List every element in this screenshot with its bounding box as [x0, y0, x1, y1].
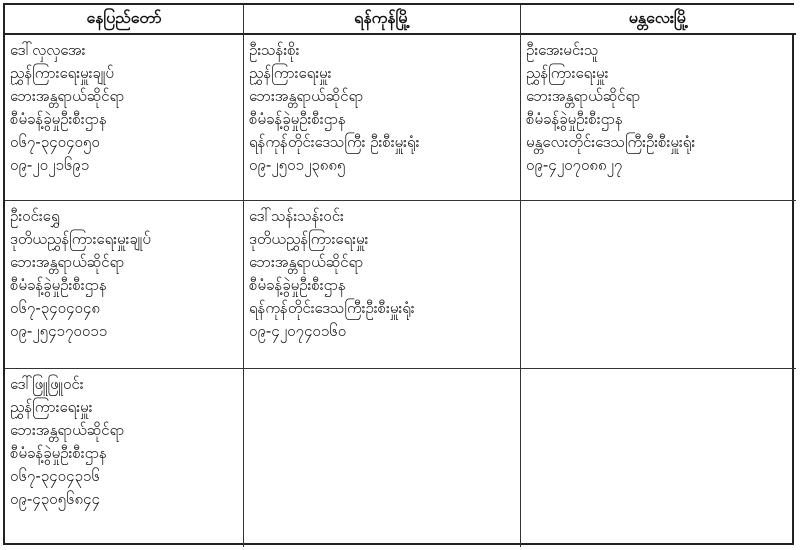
contact-title: ညွှန်ကြားရေးမှူး	[249, 64, 332, 82]
contact-title: ဒုတိယညွှန်ကြားရေးမှူး	[249, 230, 369, 248]
contact-org: ဘေးအန္တရာယ်ဆိုင်ရာ	[526, 87, 641, 105]
empty-cell	[521, 369, 796, 547]
contact-mobile: ၀၉-၂၀၂၁၆၉၁	[10, 156, 90, 174]
contact-dept: စီမံခန့်ခွဲမှုဦးစီးဌာန	[249, 110, 346, 128]
contact-name: ဒေါ်လှလှအေး	[10, 41, 86, 59]
contact-phone: ၀၆၇-၃၄၀၄၀၅၀	[10, 133, 100, 151]
contact-name: ဦးဝင်းရွှေ	[10, 207, 60, 225]
contact-mobile: ၀၉-၄၂၀၇၀၈၈၂၇	[526, 156, 623, 174]
header-yangon: ရန်ကုန်မြို့	[244, 5, 521, 35]
contact-phone: ၀၆၇-၃၄၀၄၃၁၆	[10, 467, 100, 485]
contact-table	[3, 3, 794, 545]
contact-title: ဒုတိယညွှန်ကြားရေးမှူးချုပ်	[10, 230, 151, 248]
contact-org: ဘေးအန္တရာယ်ဆိုင်ရာ	[10, 253, 125, 271]
contact-org: ဘေးအန္တရာယ်ဆိုင်ရာ	[249, 87, 364, 105]
contact-name: ဦးအေးမင်းသူ	[526, 41, 599, 59]
contact-org: ဘေးအန္တရာယ်ဆိုင်ရာ	[10, 87, 125, 105]
table-cell	[5, 35, 244, 201]
contact-title: ညွှန်ကြားရေးမှူး	[526, 64, 609, 82]
contact-dept: စီမံခန့်ခွဲမှုဦးစီးဌာန	[10, 276, 107, 294]
contact-dept: စီမံခန့်ခွဲမှုဦးစီးဌာန	[10, 444, 107, 462]
contact-dept: စီမံခန့်ခွဲမှုဦးစီးဌာန	[10, 110, 107, 128]
empty-cell	[244, 369, 521, 547]
header-mandalay: မန္တလေးမြို့	[521, 5, 796, 35]
contact-name: ဒေါ်သန်းသန်းဝင်း	[249, 207, 344, 225]
contact-mobile: ၀၉-၄၂၀၇၄၀၁၆၀	[249, 322, 347, 340]
table-cell	[5, 369, 244, 547]
contact-org: ဘေးအန္တရာယ်ဆိုင်ရာ	[10, 421, 125, 439]
contact-office: မန္တလေးတိုင်းဒေသကြီးဦးစီးမှူးရုံး	[526, 133, 696, 151]
table-cell	[521, 35, 796, 201]
contact-mobile: ၀၉-၂၅၀၁၂၃၈၈၅	[249, 156, 346, 174]
empty-cell	[521, 201, 796, 369]
contact-name: ဒေါ်ဖြူဖြူဝင်း	[10, 375, 84, 393]
contact-org: ဘေးအန္တရာယ်ဆိုင်ရာ	[249, 253, 364, 271]
contact-phone: ၀၆၇-၃၄၀၄၀၄၈	[10, 299, 100, 317]
contact-title: ညွှန်ကြားရေးမှူးချုပ်	[10, 64, 114, 82]
contact-office: ရန်ကုန်တိုင်းဒေသကြီး ဦးစီးမှူးရုံး	[249, 133, 420, 151]
table-cell	[244, 35, 521, 201]
contact-mobile: ၀၉-၂၅၄၁၇၀၀၁၁	[10, 322, 108, 340]
header-nay-pyi-taw: နေပြည်တော်	[5, 5, 244, 35]
table-cell	[244, 201, 521, 369]
contact-office: ရန်ကုန်တိုင်းဒေသကြီးဦးစီးမှူးရုံး	[249, 299, 415, 317]
contact-dept: စီမံခန့်ခွဲမှုဦးစီးဌာန	[526, 110, 623, 128]
contact-mobile: ၀၉-၄၃၀၅၆၈၄၄	[10, 490, 100, 508]
table-cell	[5, 201, 244, 369]
contact-title: ညွှန်ကြားရေးမှူး	[10, 398, 93, 416]
contact-name: ဦးသန်းစိုး	[249, 41, 300, 59]
contact-dept: စီမံခန့်ခွဲမှုဦးစီးဌာန	[249, 276, 346, 294]
